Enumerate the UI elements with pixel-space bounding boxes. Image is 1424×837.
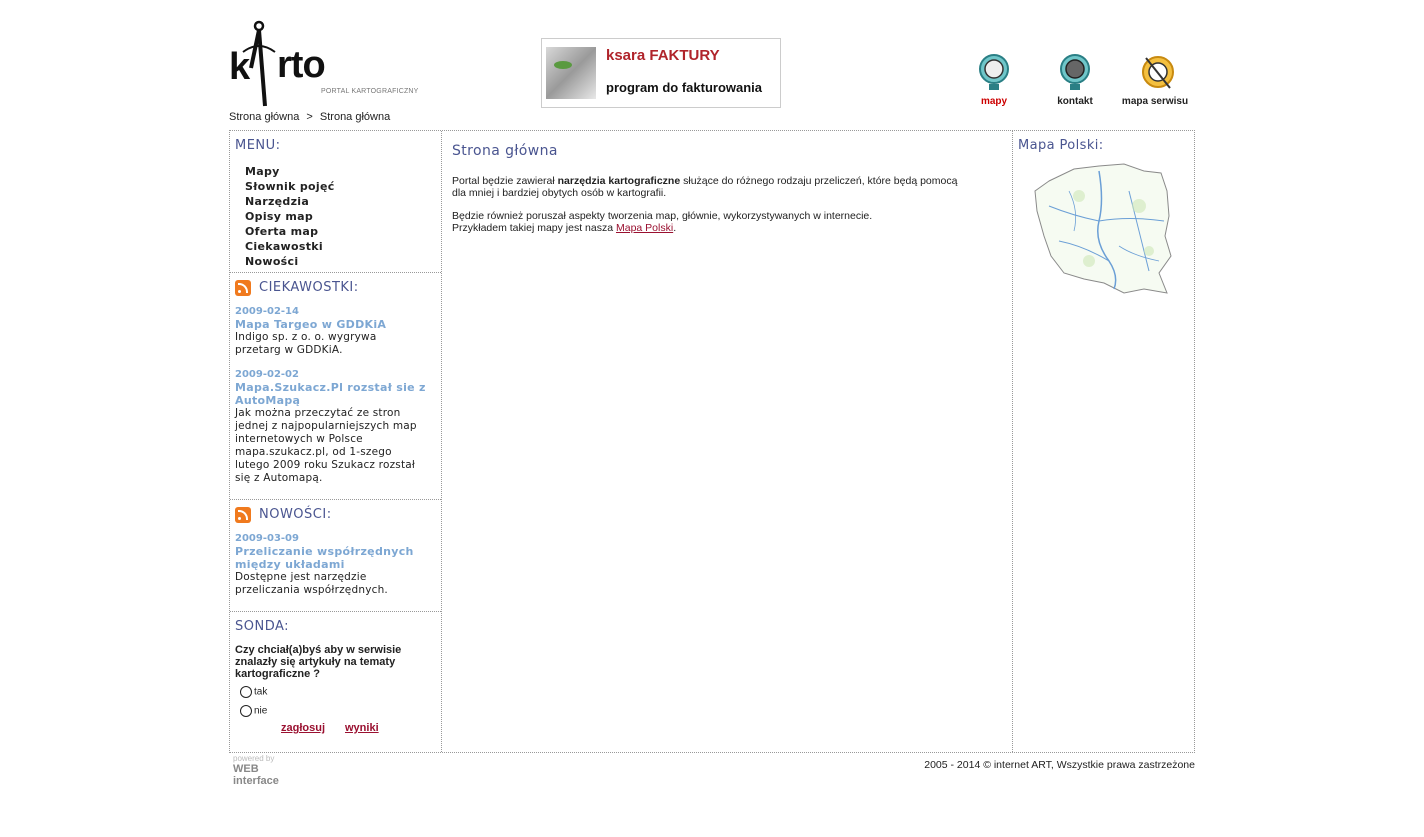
news-title-link[interactable]: AutoMapą [235, 394, 301, 407]
powered-by-name: WEB interface [233, 763, 279, 787]
text: dla mniej i bardziej obytych osób w kartografii. [452, 187, 667, 199]
topnav-label: kontakt [1057, 96, 1093, 107]
poll-option-label: tak [254, 686, 268, 698]
poll-question [235, 644, 435, 680]
menu-item-opisy-map[interactable]: Opisy map [245, 210, 314, 223]
news-title-link[interactable]: między układami [235, 558, 345, 571]
powered-by-text: powered by [233, 754, 275, 763]
breadcrumb-current: Strona główna [319, 111, 391, 123]
radio-button[interactable] [240, 705, 252, 717]
globe-icon [977, 52, 1011, 92]
news-item [235, 305, 435, 357]
menu-item-narzedzia[interactable]: Narzędzia [245, 195, 310, 208]
page [229, 0, 1195, 837]
banner-subtitle: program do fakturowania [606, 80, 763, 95]
breadcrumb-home-link[interactable]: Strona główna [229, 111, 300, 123]
text: służące do różnego rodzaju przeliczeń, które będą pomocą [680, 175, 958, 187]
nowosci-title: NOWOŚCI: [259, 507, 332, 522]
poll-question-line: znalazły się artykuły na tematy [235, 656, 396, 668]
menu-item-nowosci[interactable]: Nowości [245, 255, 299, 268]
topnav-kontakt[interactable] [1035, 52, 1115, 112]
topnav-mapy[interactable] [954, 52, 1034, 112]
news-date: 2009-02-14 [235, 306, 299, 317]
main-content [442, 131, 1012, 752]
ciekawostki-title: CIEKAWOSTKI: [259, 280, 359, 295]
news-date: 2009-03-09 [235, 533, 299, 544]
news-text: internetowych w Polsce [235, 433, 363, 445]
news-item [235, 368, 435, 485]
banner-image [546, 47, 596, 99]
sonda-box [230, 612, 441, 752]
news-title-link[interactable]: Mapa.Szukacz.Pl rozstał sie z [235, 381, 426, 394]
news-date: 2009-02-02 [235, 369, 299, 380]
content-frame [229, 130, 1195, 753]
results-link[interactable]: wyniki [345, 722, 379, 734]
menu-item-ciekawostki[interactable]: Ciekawostki [245, 240, 323, 253]
site-logo[interactable] [229, 18, 429, 110]
text: Będzie również poruszał aspekty tworzenia map, głównie, wykorzystywanych w internecie. [452, 210, 873, 222]
text: . [673, 222, 677, 234]
right-column [1012, 131, 1195, 752]
mapa-polski-link[interactable]: Mapa Polski [615, 222, 674, 234]
news-text: mapa.szukacz.pl, od 1-szego [235, 446, 392, 458]
second-paragraph [452, 210, 1002, 234]
poll-option-nie[interactable] [240, 705, 267, 717]
main-menu [245, 164, 335, 269]
breadcrumb [229, 111, 394, 123]
news-title-link[interactable]: Przeliczanie współrzędnych [235, 545, 414, 558]
topnav-mapa-serwisu[interactable] [1115, 52, 1195, 112]
compass-icon [1138, 52, 1172, 92]
text: Przykładem takiej mapy jest nasza [452, 222, 616, 234]
menu-box [230, 131, 441, 273]
banner-title: ksara FAKTURY [606, 47, 720, 64]
menu-item-mapy[interactable]: Mapy [245, 165, 280, 178]
logo-letter: k [229, 46, 251, 88]
logo-text: rto [277, 44, 325, 86]
menu-item-slownik[interactable]: Słownik pojęć [245, 180, 335, 193]
powered-by-logo[interactable] [233, 754, 303, 787]
news-text: jednej z najpopularniejszych map [235, 420, 417, 432]
news-text: przeliczania współrzędnych. [235, 584, 388, 596]
news-text: przetarg w GDDKiA. [235, 344, 343, 356]
news-title-link[interactable]: Mapa Targeo w GDDKiA [235, 318, 387, 331]
news-text: lutego 2009 roku Szukacz rozstał [235, 459, 416, 471]
menu-title: MENU: [235, 138, 281, 153]
logo-subtitle: PORTAL KARTOGRAFICZNY [321, 88, 419, 95]
eye-icon [554, 61, 572, 69]
ad-banner[interactable] [541, 38, 781, 108]
rss-icon[interactable] [235, 280, 251, 296]
poll-question-line: kartograficzne ? [235, 668, 320, 680]
news-text: Dostępne jest narzędzie [235, 571, 367, 583]
intro-paragraph [452, 175, 1002, 199]
page-title: Strona główna [452, 143, 558, 159]
bold-text: narzędzia kartograficzne [557, 175, 681, 187]
sonda-title: SONDA: [235, 619, 290, 634]
poll-option-tak[interactable] [240, 686, 267, 698]
poll-option-label: nie [254, 705, 268, 717]
news-item [235, 532, 435, 597]
news-text: Indigo sp. z o. o. wygrywa [235, 331, 377, 343]
news-text: Jak można przeczytać ze stron [235, 407, 401, 419]
poland-map-icon [1029, 161, 1179, 301]
poll-question-line: Czy chciał(a)byś aby w serwisie [235, 644, 402, 656]
text: Portal będzie zawierał [452, 175, 558, 187]
topnav-label: mapa serwisu [1121, 96, 1189, 107]
radio-button[interactable] [240, 686, 252, 698]
copyright: 2005 - 2014 © internet ART, Wszystkie prawa zastrzeżone [924, 759, 1195, 771]
breadcrumb-separator: > [306, 111, 313, 123]
ciekawostki-box [230, 273, 441, 500]
menu-item-oferta-map[interactable]: Oferta map [245, 225, 319, 238]
nowosci-box [230, 500, 441, 612]
left-column [230, 131, 442, 752]
topnav-label: mapy [980, 96, 1008, 107]
poland-map-thumbnail[interactable] [1029, 161, 1179, 301]
map-title: Mapa Polski: [1018, 138, 1104, 153]
compass-logo-icon [229, 18, 429, 110]
news-text: się z Automapą. [235, 472, 323, 484]
contact-globe-icon [1058, 52, 1092, 92]
vote-button[interactable]: zagłosuj [281, 722, 326, 734]
rss-icon[interactable] [235, 507, 251, 523]
